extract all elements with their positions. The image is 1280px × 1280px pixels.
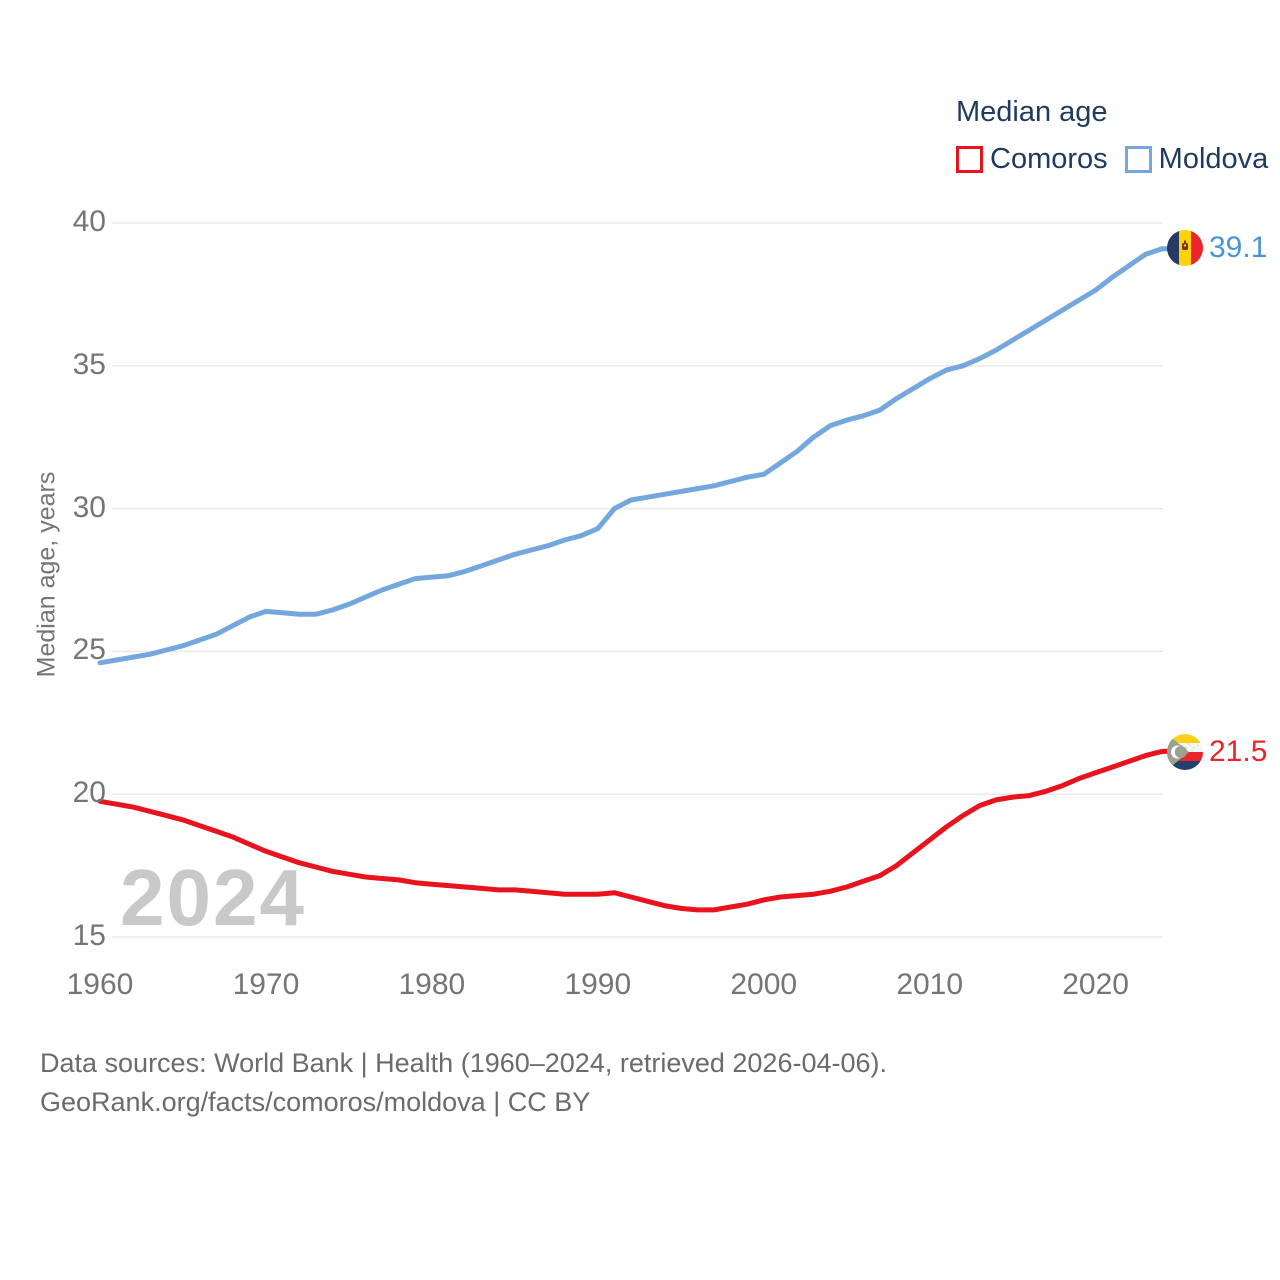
comoros-line[interactable] xyxy=(100,751,1171,910)
legend-items xyxy=(956,143,1268,176)
y-tick-label: 35 xyxy=(72,347,106,381)
y-axis-title: Median age, years xyxy=(32,471,61,678)
legend-swatch-moldova[interactable] xyxy=(1125,146,1152,173)
y-tick-label: 20 xyxy=(72,776,106,810)
comoros-end-value: 21.5 xyxy=(1209,735,1268,768)
moldova-end-value: 39.1 xyxy=(1209,231,1268,264)
data-sources-line: Data sources: World Bank | Health (1960–2024, retrieved 2026-04-06). xyxy=(40,1048,887,1078)
legend-title: Median age xyxy=(956,96,1108,128)
x-tick-label: 2000 xyxy=(730,968,798,1001)
comoros-end-label xyxy=(1167,734,1267,770)
watermark-year: 2024 xyxy=(120,853,306,942)
y-tick-label: 40 xyxy=(72,205,106,238)
source-attribution xyxy=(40,1044,887,1122)
moldova-end-label xyxy=(1167,230,1267,266)
legend-label-comoros[interactable]: Comoros xyxy=(990,143,1108,175)
x-tick-label: 1970 xyxy=(232,968,300,1001)
legend xyxy=(956,96,1268,176)
x-tick-label: 1980 xyxy=(398,968,466,1001)
georank-url-line: GeoRank.org/facts/comoros/moldova | CC BY xyxy=(40,1087,591,1117)
x-tick-label: 2020 xyxy=(1062,968,1129,1001)
x-tick-label: 1990 xyxy=(564,968,632,1001)
legend-swatch-comoros[interactable] xyxy=(956,146,983,173)
x-tick-label: 2010 xyxy=(896,968,964,1001)
legend-label-moldova[interactable]: Moldova xyxy=(1158,143,1269,175)
moldova-line[interactable] xyxy=(100,249,1171,663)
y-tick-label: 15 xyxy=(72,919,106,952)
x-tick-label: 1960 xyxy=(66,968,134,1001)
comoros-flag-icon xyxy=(1167,734,1203,770)
y-tick-label: 25 xyxy=(72,633,106,667)
moldova-flag-icon xyxy=(1167,230,1203,266)
y-tick-label: 30 xyxy=(72,490,106,524)
